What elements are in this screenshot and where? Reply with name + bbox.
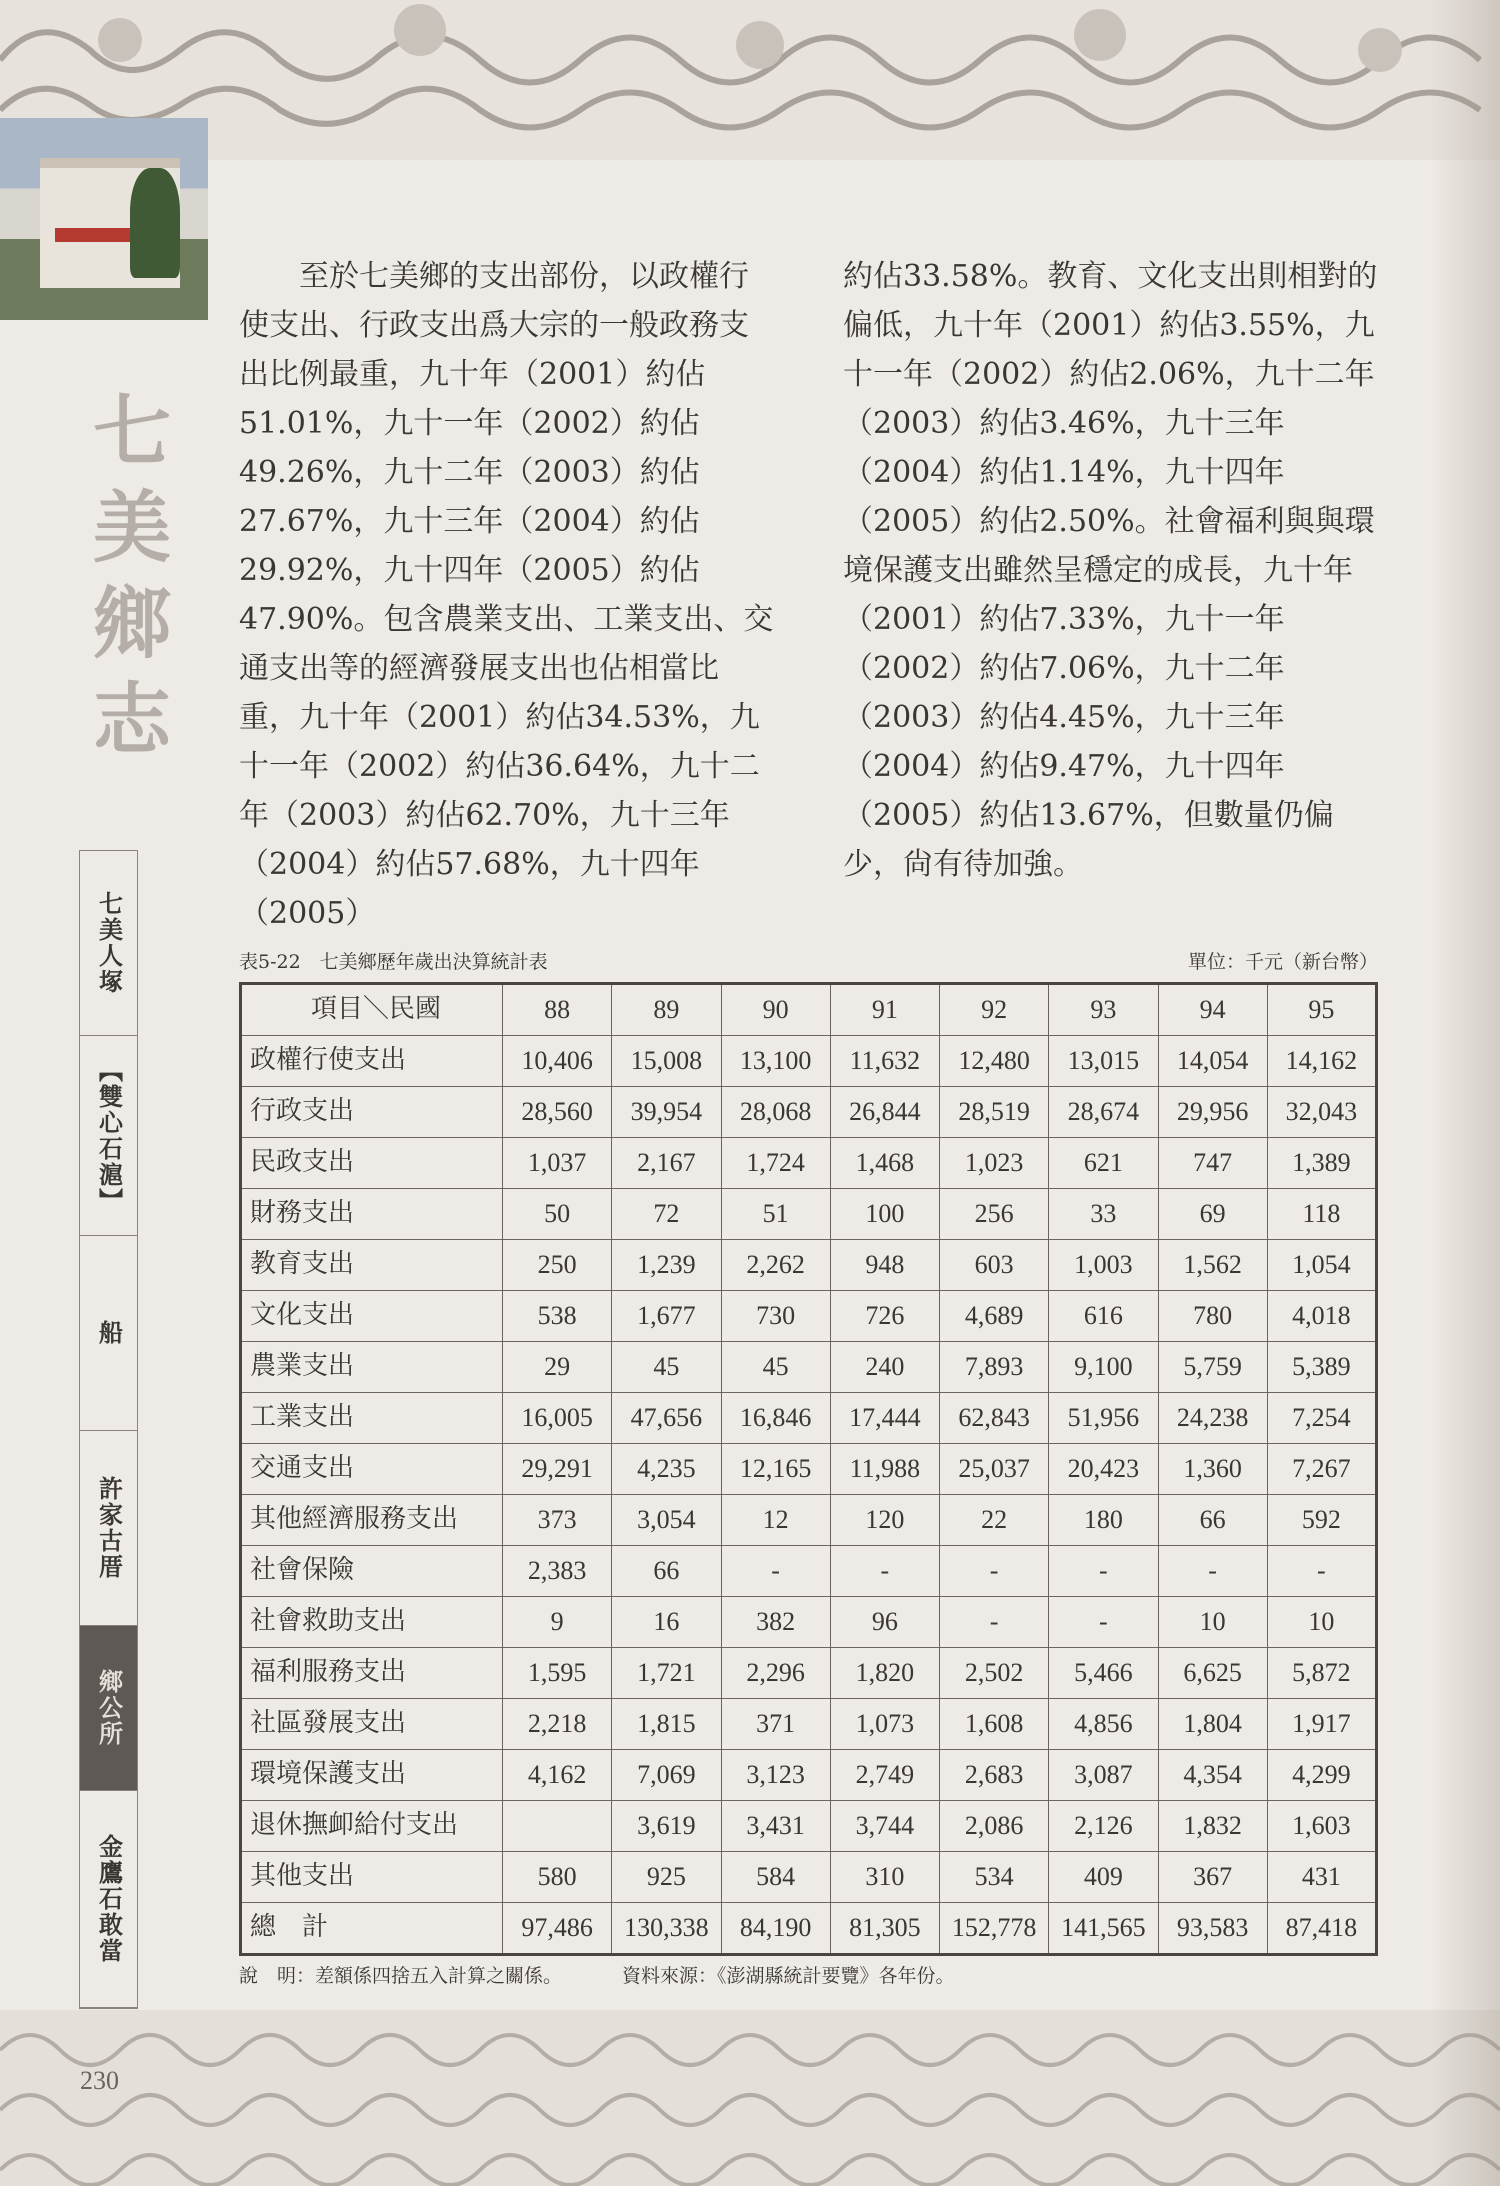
value-cell: 7,893 xyxy=(940,1342,1049,1393)
value-cell: 1,603 xyxy=(1267,1801,1376,1852)
value-cell: 1,054 xyxy=(1267,1240,1376,1291)
chapter-side-tabs xyxy=(79,850,138,2009)
row-label-cell: 社會保險 xyxy=(241,1546,503,1597)
value-cell: 14,054 xyxy=(1158,1036,1267,1087)
value-cell: 25,037 xyxy=(940,1444,1049,1495)
table-caption: 表5-22 七美鄉歷年歲出決算統計表 xyxy=(239,951,548,973)
value-cell: 726 xyxy=(830,1291,939,1342)
value-cell: 534 xyxy=(940,1852,1049,1903)
side-tab-label: 金鷹石敢當 xyxy=(94,1834,124,1965)
side-tab-label: 船 xyxy=(94,1320,124,1346)
value-cell: 7,267 xyxy=(1267,1444,1376,1495)
value-cell: 592 xyxy=(1267,1495,1376,1546)
value-cell: 1,917 xyxy=(1267,1699,1376,1750)
value-cell: 51 xyxy=(721,1189,830,1240)
value-cell: 4,354 xyxy=(1158,1750,1267,1801)
value-cell: 29,291 xyxy=(503,1444,612,1495)
value-cell: 3,619 xyxy=(612,1801,721,1852)
value-cell: 1,832 xyxy=(1158,1801,1267,1852)
table-row xyxy=(241,1903,1377,1955)
value-cell: 141,565 xyxy=(1049,1903,1158,1955)
value-cell: 39,954 xyxy=(612,1087,721,1138)
row-label-cell: 項目＼民國 xyxy=(241,984,503,1036)
row-label-cell: 環境保護支出 xyxy=(241,1750,503,1801)
value-cell: 925 xyxy=(612,1852,721,1903)
table-row xyxy=(241,1189,1377,1240)
row-label-cell: 農業支出 xyxy=(241,1342,503,1393)
row-label-cell: 其他支出 xyxy=(241,1852,503,1903)
value-cell: 3,087 xyxy=(1049,1750,1158,1801)
value-cell: 4,162 xyxy=(503,1750,612,1801)
side-tab[interactable] xyxy=(80,851,137,1036)
value-cell xyxy=(503,1801,612,1852)
value-cell: 16,846 xyxy=(721,1393,830,1444)
page-number: 230 xyxy=(80,2066,119,2095)
value-cell: 29 xyxy=(503,1342,612,1393)
value-cell: 10,406 xyxy=(503,1036,612,1087)
row-label-cell: 行政支出 xyxy=(241,1087,503,1138)
body-text xyxy=(239,252,1378,938)
row-label-cell: 社區發展支出 xyxy=(241,1699,503,1750)
value-cell: 100 xyxy=(830,1189,939,1240)
table-unit: 單位：千元（新台幣） xyxy=(1187,951,1378,973)
table-row xyxy=(241,1699,1377,1750)
value-cell: 120 xyxy=(830,1495,939,1546)
value-cell: 12,480 xyxy=(940,1036,1049,1087)
value-cell: 118 xyxy=(1267,1189,1376,1240)
value-cell: 69 xyxy=(1158,1189,1267,1240)
value-cell: 371 xyxy=(721,1699,830,1750)
table-row xyxy=(241,1036,1377,1087)
value-cell: 90 xyxy=(721,984,830,1036)
value-cell: 1,468 xyxy=(830,1138,939,1189)
value-cell: 4,018 xyxy=(1267,1291,1376,1342)
value-cell: 29,956 xyxy=(1158,1087,1267,1138)
value-cell: 1,389 xyxy=(1267,1138,1376,1189)
body-text-right-column xyxy=(843,252,1378,938)
side-tab-label: 鄉公所 xyxy=(94,1669,124,1748)
value-cell: 1,804 xyxy=(1158,1699,1267,1750)
paragraph: 至於七美鄉的支出部份，以政權行使支出、行政支出爲大宗的一般政務支出比例最重，九十年（2001）約佔51.01%，九十一年（2002）約佔49.26%，九十二年（2003）約佔27.67%，九十三年（2004）約佔29.92%，九十四年（2005）約佔47.90%。包含農業支出、工業支出、交通支出等的經濟發展支出也佔相當比重，九十年（2001）約佔34.53%，九十一年（2002）約佔36.64%，九十二年（2003）約佔62.70%，九十三年（2004）約佔57.68%，九十四年（2005） xyxy=(239,259,774,931)
main-content xyxy=(239,252,1378,1988)
value-cell: 3,123 xyxy=(721,1750,830,1801)
value-cell: 9,100 xyxy=(1049,1342,1158,1393)
value-cell: 96 xyxy=(830,1597,939,1648)
body-text-left-column xyxy=(239,252,774,938)
value-cell: 28,519 xyxy=(940,1087,1049,1138)
value-cell: 382 xyxy=(721,1597,830,1648)
value-cell: 20,423 xyxy=(1049,1444,1158,1495)
book-title-calligraphy xyxy=(70,390,180,810)
value-cell: - xyxy=(1049,1597,1158,1648)
value-cell: 2,383 xyxy=(503,1546,612,1597)
value-cell: 240 xyxy=(830,1342,939,1393)
value-cell: - xyxy=(830,1546,939,1597)
value-cell: 1,003 xyxy=(1049,1240,1158,1291)
value-cell: 28,674 xyxy=(1049,1087,1158,1138)
side-tab[interactable] xyxy=(80,1626,137,1791)
value-cell: 2,502 xyxy=(940,1648,1049,1699)
side-tab[interactable] xyxy=(80,1431,137,1626)
value-cell: 603 xyxy=(940,1240,1049,1291)
table-row xyxy=(241,1138,1377,1189)
value-cell: 2,126 xyxy=(1049,1801,1158,1852)
value-cell: 152,778 xyxy=(940,1903,1049,1955)
value-cell: 4,856 xyxy=(1049,1699,1158,1750)
row-label-cell: 文化支出 xyxy=(241,1291,503,1342)
value-cell: 1,724 xyxy=(721,1138,830,1189)
value-cell: 2,167 xyxy=(612,1138,721,1189)
value-cell: 5,759 xyxy=(1158,1342,1267,1393)
row-label-cell: 社會救助支出 xyxy=(241,1597,503,1648)
side-tab[interactable] xyxy=(80,1036,137,1236)
row-label-cell: 其他經濟服務支出 xyxy=(241,1495,503,1546)
paragraph: 約佔33.58%。教育、文化支出則相對的偏低，九十年（2001）約佔3.55%，九十一年（2002）約佔2.06%，九十二年（2003）約佔3.46%，九十三年（2004）約佔1.14%，九十四年（2005）約佔2.50%。社會福利與與環境保護支出雖然呈穩定的成長，九十年（2001）約佔7.33%，九十一年（2002）約佔7.06%，九十二年（2003）約佔4.45%，九十三年（2004）約佔9.47%，九十四年（2005）約佔13.67%，但數量仍偏少，尙有待加強。 xyxy=(843,259,1378,882)
row-label-cell: 教育支出 xyxy=(241,1240,503,1291)
value-cell: 66 xyxy=(1158,1495,1267,1546)
value-cell: 10 xyxy=(1267,1597,1376,1648)
value-cell: 2,218 xyxy=(503,1699,612,1750)
value-cell: 3,744 xyxy=(830,1801,939,1852)
value-cell: 28,068 xyxy=(721,1087,830,1138)
value-cell: - xyxy=(1049,1546,1158,1597)
table-row xyxy=(241,1240,1377,1291)
value-cell: 22 xyxy=(940,1495,1049,1546)
value-cell: 45 xyxy=(721,1342,830,1393)
value-cell: - xyxy=(940,1597,1049,1648)
value-cell: 28,560 xyxy=(503,1087,612,1138)
value-cell: 66 xyxy=(612,1546,721,1597)
row-label-cell: 財務支出 xyxy=(241,1189,503,1240)
wave-border-decoration xyxy=(0,2010,1500,2186)
value-cell: 50 xyxy=(503,1189,612,1240)
value-cell: 1,073 xyxy=(830,1699,939,1750)
value-cell: 12,165 xyxy=(721,1444,830,1495)
value-cell: 2,683 xyxy=(940,1750,1049,1801)
value-cell: 948 xyxy=(830,1240,939,1291)
table-note: 說 明：差額係四捨五入計算之關係。 xyxy=(239,1965,563,1987)
book-title-text: 七美鄉志 xyxy=(80,390,171,774)
value-cell: 51,956 xyxy=(1049,1393,1158,1444)
table-row xyxy=(241,1852,1377,1903)
expenditure-table xyxy=(239,982,1378,1956)
table-row xyxy=(241,1342,1377,1393)
table-row xyxy=(241,1648,1377,1699)
value-cell: 5,389 xyxy=(1267,1342,1376,1393)
value-cell: 32,043 xyxy=(1267,1087,1376,1138)
table-header-row xyxy=(241,984,1377,1036)
value-cell: 45 xyxy=(612,1342,721,1393)
value-cell: 72 xyxy=(612,1189,721,1240)
row-label-cell: 退休撫卹給付支出 xyxy=(241,1801,503,1852)
value-cell: 94 xyxy=(1158,984,1267,1036)
value-cell: 14,162 xyxy=(1267,1036,1376,1087)
row-label-cell: 政權行使支出 xyxy=(241,1036,503,1087)
table-row xyxy=(241,1087,1377,1138)
value-cell: 409 xyxy=(1049,1852,1158,1903)
value-cell: 10 xyxy=(1158,1597,1267,1648)
value-cell: 367 xyxy=(1158,1852,1267,1903)
value-cell: 88 xyxy=(503,984,612,1036)
value-cell: 3,431 xyxy=(721,1801,830,1852)
table-row xyxy=(241,1444,1377,1495)
table-row xyxy=(241,1597,1377,1648)
value-cell: 93 xyxy=(1049,984,1158,1036)
value-cell: 538 xyxy=(503,1291,612,1342)
value-cell: 373 xyxy=(503,1495,612,1546)
town-office-photo xyxy=(0,118,208,320)
value-cell: 1,820 xyxy=(830,1648,939,1699)
value-cell: 580 xyxy=(503,1852,612,1903)
table-footnotes xyxy=(239,1964,1378,1988)
value-cell: - xyxy=(721,1546,830,1597)
value-cell: 5,872 xyxy=(1267,1648,1376,1699)
value-cell: 16 xyxy=(612,1597,721,1648)
page-fold-shadow xyxy=(1430,0,1500,2186)
row-label-cell: 交通支出 xyxy=(241,1444,503,1495)
value-cell: 11,988 xyxy=(830,1444,939,1495)
value-cell: 4,235 xyxy=(612,1444,721,1495)
value-cell: 92 xyxy=(940,984,1049,1036)
value-cell: 1,677 xyxy=(612,1291,721,1342)
value-cell: 256 xyxy=(940,1189,1049,1240)
value-cell: - xyxy=(1267,1546,1376,1597)
value-cell: 47,656 xyxy=(612,1393,721,1444)
cloud-border-decoration xyxy=(0,0,1500,160)
value-cell: 17,444 xyxy=(830,1393,939,1444)
side-tab-label: 七美人塚 xyxy=(94,891,124,996)
table-row xyxy=(241,1801,1377,1852)
value-cell: 250 xyxy=(503,1240,612,1291)
value-cell: 84,190 xyxy=(721,1903,830,1955)
value-cell: 33 xyxy=(1049,1189,1158,1240)
value-cell: 1,608 xyxy=(940,1699,1049,1750)
value-cell: 584 xyxy=(721,1852,830,1903)
value-cell: 95 xyxy=(1267,984,1376,1036)
value-cell: 1,023 xyxy=(940,1138,1049,1189)
tree-shape xyxy=(130,168,180,278)
value-cell: 2,086 xyxy=(940,1801,1049,1852)
value-cell: 6,625 xyxy=(1158,1648,1267,1699)
value-cell: 2,749 xyxy=(830,1750,939,1801)
value-cell: 4,299 xyxy=(1267,1750,1376,1801)
value-cell: 621 xyxy=(1049,1138,1158,1189)
side-tab[interactable] xyxy=(80,1791,137,2008)
table-row xyxy=(241,1393,1377,1444)
value-cell: 26,844 xyxy=(830,1087,939,1138)
value-cell: 3,054 xyxy=(612,1495,721,1546)
value-cell: - xyxy=(1158,1546,1267,1597)
value-cell: 1,239 xyxy=(612,1240,721,1291)
row-label-cell: 福利服務支出 xyxy=(241,1648,503,1699)
table-source: 資料來源：《澎湖縣統計要覽》各年份。 xyxy=(622,1965,955,1987)
value-cell: 130,338 xyxy=(612,1903,721,1955)
value-cell: 91 xyxy=(830,984,939,1036)
value-cell: 93,583 xyxy=(1158,1903,1267,1955)
value-cell: 747 xyxy=(1158,1138,1267,1189)
value-cell: 24,238 xyxy=(1158,1393,1267,1444)
value-cell: 4,689 xyxy=(940,1291,1049,1342)
side-tab-label: 【雙心石滬】 xyxy=(94,1057,124,1214)
value-cell: 13,015 xyxy=(1049,1036,1158,1087)
side-tab-label: 許家古厝 xyxy=(94,1475,124,1580)
value-cell: 15,008 xyxy=(612,1036,721,1087)
value-cell: 1,360 xyxy=(1158,1444,1267,1495)
value-cell: 13,100 xyxy=(721,1036,830,1087)
value-cell: 5,466 xyxy=(1049,1648,1158,1699)
row-label-cell: 民政支出 xyxy=(241,1138,503,1189)
table-caption-row xyxy=(239,950,1378,974)
value-cell: 97,486 xyxy=(503,1903,612,1955)
value-cell: 1,815 xyxy=(612,1699,721,1750)
value-cell: 2,296 xyxy=(721,1648,830,1699)
row-label-cell: 總 計 xyxy=(241,1903,503,1955)
row-label-cell: 工業支出 xyxy=(241,1393,503,1444)
value-cell: 730 xyxy=(721,1291,830,1342)
value-cell: 1,595 xyxy=(503,1648,612,1699)
value-cell: 16,005 xyxy=(503,1393,612,1444)
table-row xyxy=(241,1291,1377,1342)
value-cell: 1,037 xyxy=(503,1138,612,1189)
value-cell: 11,632 xyxy=(830,1036,939,1087)
value-cell: 431 xyxy=(1267,1852,1376,1903)
value-cell: 12 xyxy=(721,1495,830,1546)
value-cell: - xyxy=(940,1546,1049,1597)
value-cell: 780 xyxy=(1158,1291,1267,1342)
value-cell: 1,562 xyxy=(1158,1240,1267,1291)
value-cell: 2,262 xyxy=(721,1240,830,1291)
value-cell: 310 xyxy=(830,1852,939,1903)
value-cell: 62,843 xyxy=(940,1393,1049,1444)
value-cell: 81,305 xyxy=(830,1903,939,1955)
table-row xyxy=(241,1546,1377,1597)
side-tab[interactable] xyxy=(80,1236,137,1431)
value-cell: 1,721 xyxy=(612,1648,721,1699)
value-cell: 7,254 xyxy=(1267,1393,1376,1444)
table-row xyxy=(241,1495,1377,1546)
value-cell: 9 xyxy=(503,1597,612,1648)
value-cell: 87,418 xyxy=(1267,1903,1376,1955)
value-cell: 616 xyxy=(1049,1291,1158,1342)
value-cell: 180 xyxy=(1049,1495,1158,1546)
value-cell: 7,069 xyxy=(612,1750,721,1801)
value-cell: 89 xyxy=(612,984,721,1036)
table-row xyxy=(241,1750,1377,1801)
